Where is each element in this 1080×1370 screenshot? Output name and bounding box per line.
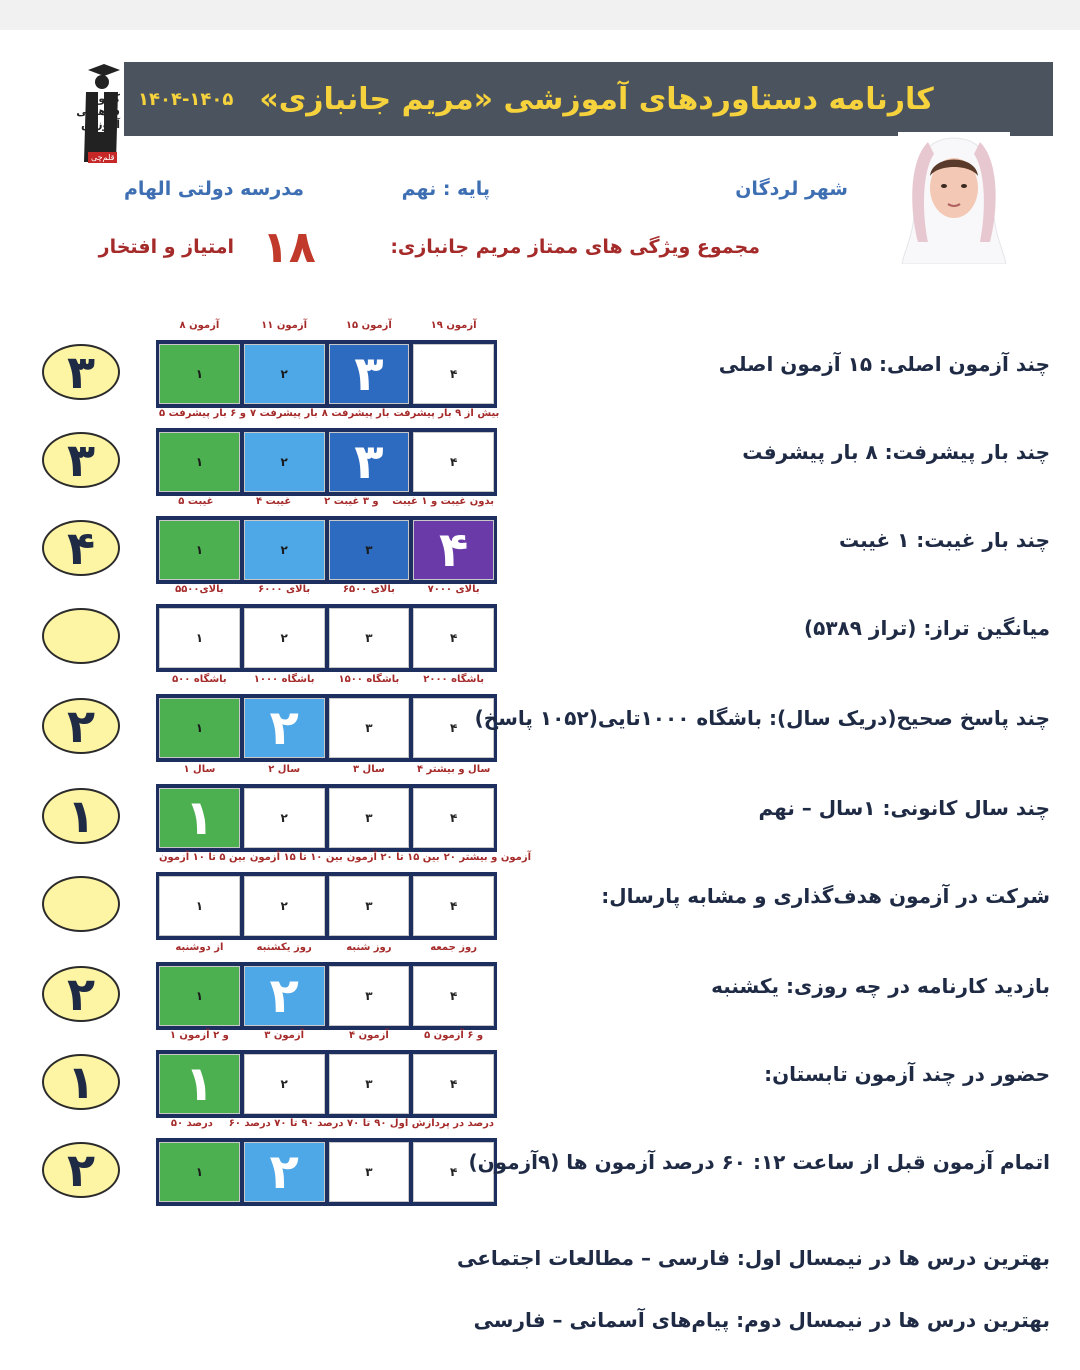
row-question: شرکت در آزمون هدف‌گذاری و مشابه پارسال: [601,884,1050,908]
row-question: چند پاسخ صحیح(دریک سال): باشگاه ۱۰۰۰تایی(۱۰۵۲ پاسخ) [474,706,1050,730]
level-label: ۴ سال و بیشتر [416,764,491,775]
level-label: ۱۹ آزمون [430,320,477,331]
achievement-row [0,672,1080,760]
achievement-row [0,1028,1080,1116]
level-label: ۹۰ درصد در پردازش اول [374,1118,494,1129]
row-score-circle: ۲ [42,966,120,1022]
best-subjects-first-semester: بهترین درس ها در نیمسال اول: فارسی – مطالعات اجتماعی [456,1246,1050,1270]
level-label: ۴ غیبت [256,496,292,507]
level-label: بین ۱۰ تا ۱۵ آزمون [249,852,343,863]
school-label: مدرسه دولتی الهام [123,178,304,200]
level-labels [156,320,497,338]
level-labels [156,584,497,602]
best-subjects-second-semester: بهترین درس ها در نیمسال دوم: پیام‌های آسمانی – فارسی [473,1308,1050,1332]
row-question: حضور در چند آزمون تابستان: [764,1062,1050,1086]
logo-tag: قلم‌چی [88,152,117,163]
level-cell: ۳ [329,1142,410,1202]
academic-years: ۱۴۰۴-۱۴۰۵ [138,88,234,110]
level-cell: ۲ [244,520,325,580]
level-label: ۵ و ۶ بار پیشرفت [159,408,247,419]
level-label: ۳ سال [352,764,385,775]
level-label: ۲ و ۳ غیبت [324,496,379,507]
level-label: ۴ آزمون [348,1030,389,1041]
score-label: امتیاز و افتخار [98,236,234,258]
achievement-row [0,494,1080,582]
level-label: ۷ بار پیشرفت [250,408,318,419]
summary-label: مجموع ویژگی های ممتاز مریم جانبازی: [390,236,760,258]
level-labels [156,674,497,692]
level-label: ۵۰ درصد [170,1118,213,1129]
level-labels [156,408,500,426]
level-label: بالای ۷۰۰۰ [427,584,480,595]
row-score-circle: ۴ [42,520,120,576]
level-label: ۲ سال [268,764,301,775]
level-label: باشگاه ۱۰۰۰ [253,674,315,685]
level-cell: ۲ [244,876,325,936]
achievement-row [0,940,1080,1028]
row-score-circle [42,876,120,932]
level-grid [156,784,497,852]
level-labels [156,764,497,782]
row-score-circle: ۳ [42,344,120,400]
row-score-circle [42,608,120,664]
row-question: اتمام آزمون قبل از ساعت ۱۲: ۶۰ درصد آزمون ها (۹آزمون) [468,1150,1050,1174]
level-label: بین ۵ تا ۱۰ آزمون [159,852,246,863]
title-bar [124,62,1053,136]
level-grid [156,694,497,762]
level-label: ۳ آزمون [264,1030,305,1041]
level-cell: ۴ [413,344,494,404]
top-strip [0,0,1080,30]
level-cell: ۴ [413,1054,494,1114]
level-grid [156,962,497,1030]
level-cell: ۲ [244,608,325,668]
level-label: روز یکشنبه [256,942,312,953]
level-label: ۸ آزمون [179,320,220,331]
level-cell: ۳ [329,432,410,492]
level-grid [156,1050,497,1118]
row-question: میانگین تراز: (تراز ۵۳۸۹) [804,616,1050,640]
level-cell: ۲ [244,432,325,492]
level-label: ۸ بار پیشرفت [321,408,390,419]
level-cell: ۲ [244,344,325,404]
level-grid [156,604,497,672]
level-label: بالای ۶۰۰۰ [258,584,311,595]
level-cell: ۱ [159,344,240,404]
level-cell: ۲ [244,788,325,848]
level-label: ۲۰ آزمون و بیشتر [443,852,532,863]
level-cell: ۴ [413,876,494,936]
level-labels [156,1118,497,1136]
level-cell: ۱ [159,966,240,1026]
grade-label: پایه : نهم [401,178,490,200]
level-cell: ۱ [159,432,240,492]
page-title: کارنامه دستاوردهای آموزشی «مریم جانبازی» [259,81,934,117]
level-cell: ۳ [329,344,410,404]
level-labels [156,852,532,870]
level-cell: ۱ [159,608,240,668]
level-label: بالای۵۵۰۰ [175,584,224,595]
level-cell: ۱ [159,788,240,848]
row-score-circle: ۲ [42,698,120,754]
level-label: ۵ و ۶ آزمون [424,1030,484,1041]
achievement-row [0,318,1080,406]
level-cell: ۴ [413,698,494,758]
level-cell: ۴ [413,966,494,1026]
level-cell: ۴ [413,608,494,668]
achievement-row [0,406,1080,494]
level-label: ۹۰ تا ۷۰ درصد [301,1118,371,1129]
level-cell: ۴ [413,520,494,580]
level-cell: ۲ [244,966,325,1026]
level-cell: ۱ [159,520,240,580]
level-cell: ۲ [244,698,325,758]
student-photo [898,132,1010,264]
level-label: بدون غیبت و ۱ غیبت [392,496,494,507]
row-question: چند بار پیشرفت: ۸ بار پیشرفت [742,440,1050,464]
level-cell: ۴ [413,1142,494,1202]
level-label: ۵ غیبت [178,496,214,507]
level-label: بین ۱۵ تا ۲۰ آزمون [346,852,440,863]
row-score-circle: ۱ [42,1054,120,1110]
row-question: چند سال کانونی: ۱سال – نهم [758,796,1050,820]
level-label: باشگاه ۱۵۰۰ [338,674,400,685]
level-grid [156,428,497,496]
level-label: باشگاه ۲۰۰۰ [423,674,484,685]
kanoon-logo [38,62,120,166]
level-cell: ۱ [159,1054,240,1114]
row-question: چند بار غیبت: ۱ غیبت [838,528,1050,552]
level-cell: ۱ [159,698,240,758]
level-cell: ۲ [244,1054,325,1114]
level-label: بالای ۶۵۰۰ [342,584,395,595]
city-label: شهر لردگان [735,178,848,200]
level-grid [156,516,497,584]
level-cell: ۳ [329,876,410,936]
level-cell: ۲ [244,1142,325,1202]
level-cell: ۳ [329,788,410,848]
total-score: ۱۸ [262,222,316,273]
achievement-row [0,582,1080,670]
achievement-row [0,850,1080,938]
level-cell: ۳ [329,966,410,1026]
level-cell: ۳ [329,1054,410,1114]
level-label: روز شنبه [346,942,392,953]
level-labels [156,942,497,960]
level-label: ۱۱ آزمون [261,320,308,331]
level-label: روز جمعه [430,942,478,953]
row-question: چند آزمون اصلی: ۱۵ آزمون اصلی [718,352,1050,376]
level-cell: ۳ [329,608,410,668]
level-label: باشگاه ۵۰۰ [172,674,227,685]
level-label: ۱۵ آزمون [345,320,392,331]
level-cell: ۱ [159,1142,240,1202]
row-score-circle: ۱ [42,788,120,844]
level-grid [156,1138,497,1206]
level-cell: ۳ [329,520,410,580]
level-label: بیش از ۹ بار پیشرفت [393,408,500,419]
level-labels [156,1030,497,1048]
row-score-circle: ۲ [42,1142,120,1198]
level-cell: ۱ [159,876,240,936]
level-grid [156,872,497,940]
achievement-row [0,762,1080,850]
level-cell: ۴ [413,432,494,492]
achievement-row [0,1116,1080,1204]
logo-text: کانون فرهنگی آموزش [76,92,120,131]
row-question: بازدید کارنامه در چه روزی: یکشنبه [711,974,1050,998]
level-grid [156,340,497,408]
row-score-circle: ۳ [42,432,120,488]
level-cell: ۴ [413,788,494,848]
level-label: ۱ سال [183,764,216,775]
level-cell: ۳ [329,698,410,758]
level-label: ۶۰ تا ۷۰ درصد [228,1118,298,1129]
level-labels [156,496,497,514]
level-label: ۱ و ۲ آزمون [169,1030,229,1041]
level-label: از دوشنبه [175,942,224,953]
